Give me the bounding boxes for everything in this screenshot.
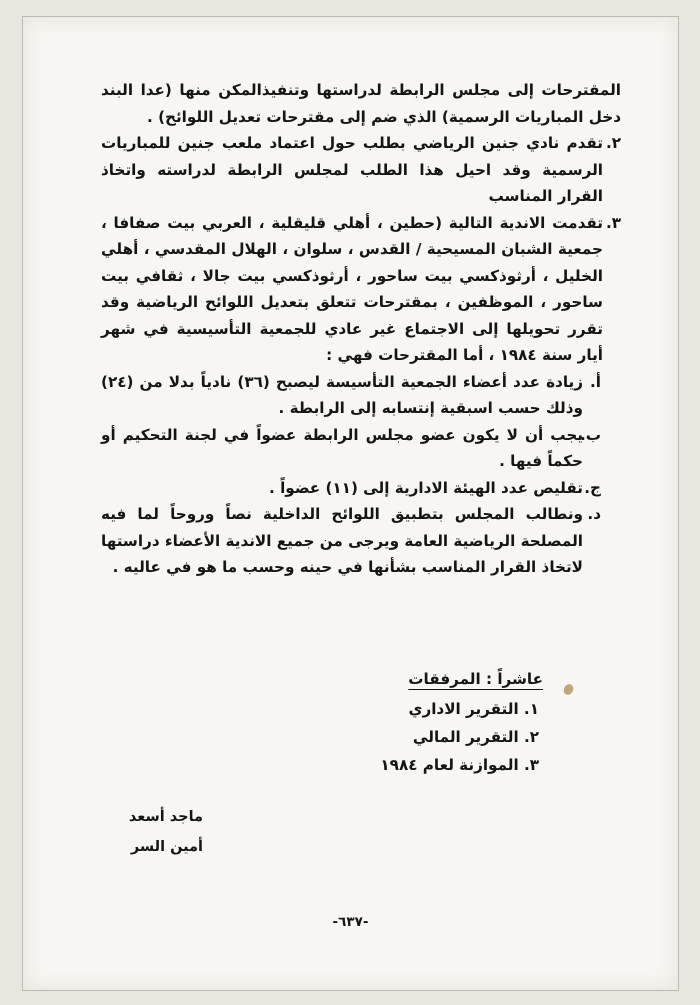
paragraph-continuation: المقترحات إلى مجلس الرابطة لدراستها وتنفيذالمكن منها (عدا البند دخل المباريات الرسمية) الذي ضم إلى مقترحات تعديل اللوائح) . bbox=[101, 81, 621, 126]
sub-item-b bbox=[101, 422, 621, 475]
attachments-section bbox=[323, 665, 543, 779]
document-page bbox=[22, 16, 679, 991]
signatory-role: أمين السر bbox=[130, 839, 203, 855]
sub-item-text: يجب أن لا يكون عضو مجلس الرابطة عضواً في لجنة التحكيم أو حكماً فيها . bbox=[101, 425, 583, 470]
signature-block bbox=[83, 802, 203, 862]
sub-item-text: تقليص عدد الهيئة الادارية إلى (١١) عضواً . bbox=[269, 478, 583, 497]
sub-item-letter: د. bbox=[587, 505, 601, 523]
ink-smudge bbox=[562, 682, 575, 696]
numbered-item-2 bbox=[101, 130, 621, 210]
sub-item-text: زيادة عدد أعضاء الجمعية التأسيسة ليصبح (٣٦) نادياً بدلا من (٢٤) وذلك حسب اسبقية إنتسابه إلى الرابطة . bbox=[101, 372, 583, 417]
sub-item-a bbox=[101, 369, 621, 422]
sub-item-letter: ج. bbox=[584, 478, 601, 497]
item-number: ٢. bbox=[605, 134, 621, 152]
item-text: تقدم نادي جنين الرياضي بطلب حول اعتماد ملعب جنين للمباريات الرسمية وقد احيل هذا الطلب لمجلس الرابطة لدراسته واتخاذ القرار المناسب bbox=[101, 134, 603, 205]
item-text: تقدمت الاندية التالية (حطين ، أهلي قليقلية ، العربي بيت صفافا ، جمعية الشبان المسيحية / القدس ، سلوان ، الهلال المقدسي ، أهلي الخليل ، أرثوذكسي بيت ساحور ، أرثوذكسي بيت جالا ، ثقافي بيت ساحور ، الموظفين ، بمقترحات تتعلق بتعديل اللوائح الرياضية وقد تقرر تحويلها إلى الاجتماع غير عادي للجمعية التأسيسية في شهر أيار سنة ١٩٨٤ ، أما المقترحات فهي : bbox=[101, 213, 603, 364]
sub-item-d bbox=[101, 501, 621, 581]
numbered-item-3 bbox=[101, 210, 621, 369]
sub-item-letter: ب. bbox=[579, 425, 601, 444]
attachments-heading: عاشراً : المرفقات bbox=[408, 670, 543, 688]
attachment-item: ١. التقرير الاداري bbox=[408, 700, 539, 718]
sub-item-letter: أ. bbox=[590, 372, 601, 391]
sub-item-text: ونطالب المجلس بتطبيق اللوائح الداخلية نصاً وروحاً لما فيه المصلحة الرياضية العامة ويرجى من جميع الاندية الأعضاء دراستها لاتخاذ القرار المناسب بشأنها في حينه وحسب ما هو في عاليه . bbox=[101, 505, 583, 576]
document-body bbox=[101, 77, 621, 581]
item-number: ٣. bbox=[605, 213, 621, 232]
attachment-item: ٢. التقرير المالي bbox=[412, 728, 539, 746]
sub-item-c bbox=[101, 475, 621, 502]
attachment-item: ٣. الموازنة لعام ١٩٨٤ bbox=[380, 756, 539, 774]
signatory-name: ماجد أسعد bbox=[128, 809, 203, 825]
page-number: -٦٣٧- bbox=[332, 914, 369, 930]
